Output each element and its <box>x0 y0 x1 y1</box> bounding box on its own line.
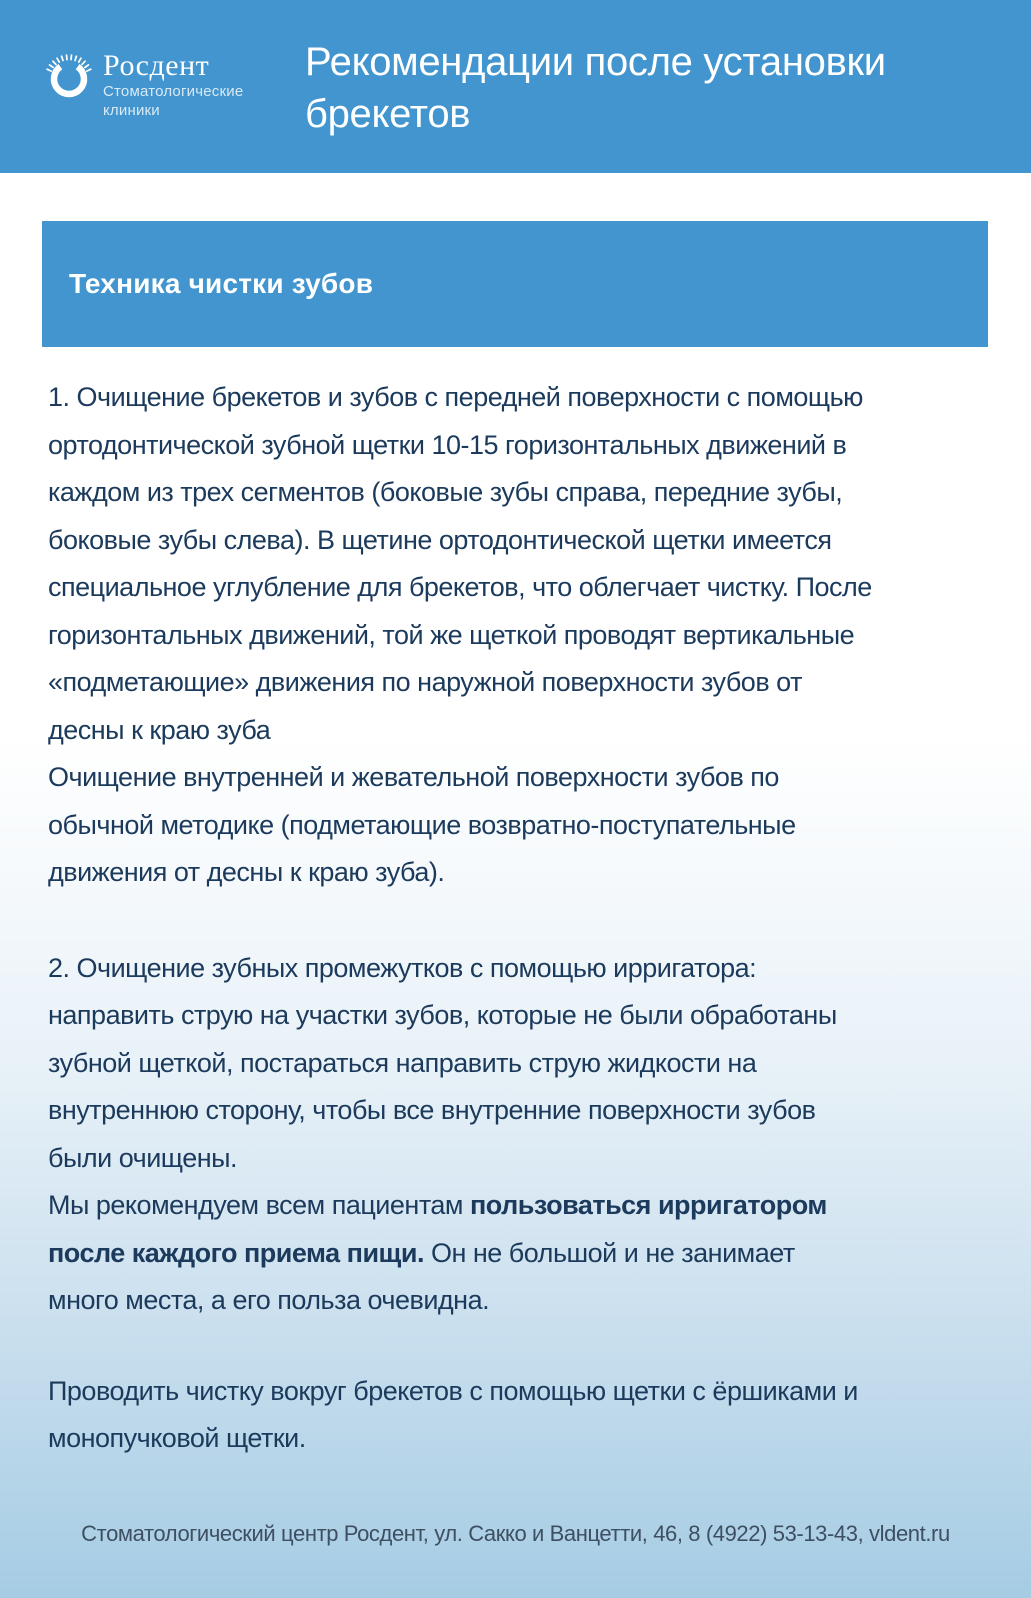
text-line: боковые зубы слева). В щетине ортодонтической щетки имеется <box>48 524 832 555</box>
logo-brand-name: Росдент <box>103 49 210 82</box>
header-banner <box>0 0 1031 173</box>
text-line: монопучковой щетки. <box>48 1423 306 1453</box>
page-title <box>305 36 886 140</box>
footer-contact <box>0 1521 1031 1547</box>
logo-subtitle-line2: клиники <box>103 102 160 119</box>
text-line: Мы рекомендуем всем пациентам пользоваться ирригатором <box>48 1190 827 1220</box>
page-title-line2: брекетов <box>305 92 471 136</box>
body-content <box>48 374 988 1463</box>
text-line: 1. Очищение брекетов и зубов с передней поверхности с помощью <box>48 382 863 412</box>
text-line: направить струю на участки зубов, которые не были обработаны <box>48 1000 837 1030</box>
paragraph-interdental-brushes <box>48 1368 988 1463</box>
paragraph-brushing-technique <box>48 374 988 897</box>
text-line: специальное углубление для брекетов, что облегчает чистку. После <box>48 572 872 602</box>
text-line: ортодонтической зубной щетки 10-15 горизонтальных движений в <box>48 429 847 460</box>
text-line: внутреннюю сторону, чтобы все внутренние поверхности зубов <box>48 1095 816 1125</box>
text-line: зубной щеткой, постараться направить струю жидкости на <box>48 1047 757 1078</box>
text-line: после каждого приема пищи. Он не большой и не занимает <box>48 1237 795 1268</box>
text-line: «подметающие» движения по наружной поверхности зубов от <box>48 667 802 697</box>
section-title: Техника чистки зубов <box>69 268 374 299</box>
text-line: горизонтальных движений, той же щеткой проводят вертикальные <box>48 619 855 650</box>
rosdent-logo <box>44 48 243 120</box>
logo-text <box>103 48 243 120</box>
logo-subtitle-line1: Стоматологические <box>103 83 244 100</box>
text-line: были очищены. <box>48 1142 238 1173</box>
text-line: Очищение внутренней и жевательной поверхности зубов по <box>48 762 779 792</box>
text-line: Проводить чистку вокруг брекетов с помощью щетки с ёршиками и <box>48 1375 858 1406</box>
text-line: движения от десны к краю зуба). <box>48 857 445 887</box>
text-line: каждом из трех сегментов (боковые зубы справа, передние зубы, <box>48 477 843 507</box>
section-header-bar <box>42 221 988 347</box>
text-line: 2. Очищение зубных промежутков с помощью ирригатора: <box>48 952 757 983</box>
footer-contact-text: Стоматологический центр Росдент, ул. Сакко и Ванцетти, 46, 8 (4922) 53-13-43, vldent.ru <box>81 1521 950 1546</box>
page-title-line1: Рекомендации после установки <box>305 40 886 84</box>
text-line: десны к краю зуба <box>48 714 271 745</box>
rosdent-tooth-ring-icon <box>44 48 94 102</box>
paragraph-irrigator <box>48 945 988 1325</box>
text-line: обычной методике (подметающие возвратно-поступательные <box>48 809 796 840</box>
text-line: много места, а его польза очевидна. <box>48 1285 490 1315</box>
